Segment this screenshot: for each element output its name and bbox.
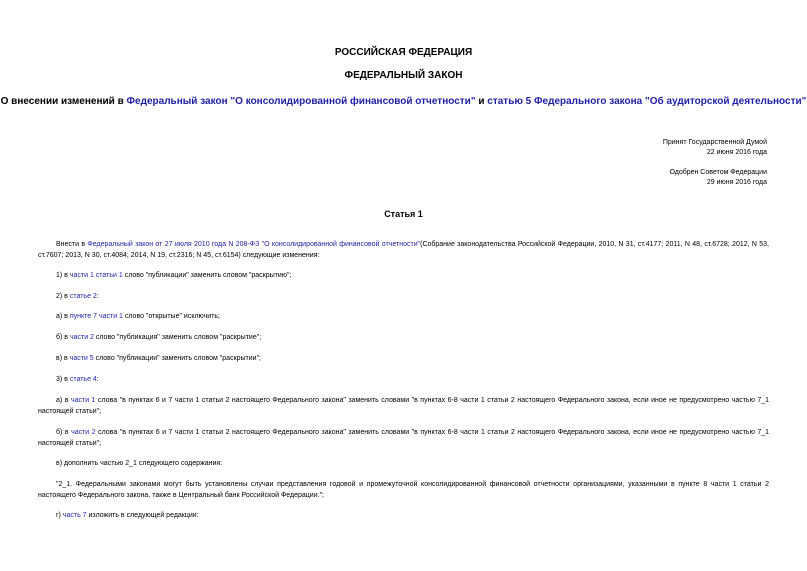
law-title-mid: и [475,96,488,107]
item-2a-link[interactable]: пункте 7 части 1 [69,313,123,320]
item-3b-text-b: слова "в пунктах 6 и 7 части 1 статьи 2 настоящего Федерального закона" заменить словами "в пунктах 6-8 части 1 статьи 2 настоящего Федерального закона, если иное не предусмотрено частью 7_1 настоящей статьи"; [38,429,770,447]
article-title: Статья 1 [384,209,423,219]
item-3-text-b: : [96,376,99,383]
item-3d-text-b: изложить в следующей редакции: [86,512,199,519]
item-2a-text-a: а) в [56,313,70,320]
item-2a-text-b: слово "открытые" исключить; [122,313,220,320]
item-3d-text-a: г) [56,512,63,519]
intro-paragraph [38,239,769,261]
item-3c-quote: "2_1. Федеральными законами могут быть установлены случаи представления годовой и промежуточной консолидированной финансовой отчетности организациями, указанными в пункте 8 части 1 статьи 2 настоящего Федерального закона, также в Центральный банк Российской Федерации."; [38,481,769,499]
item-2b-link[interactable]: части 2 [69,334,94,341]
item-3d [38,510,769,521]
item-3b-text-a: б) в [56,429,72,436]
item-1-text-b: слово "публикации" заменить словом "раскрытию"; [122,272,292,279]
law-title-link-2[interactable]: статью 5 Федерального закона "Об аудиторской деятельности" [487,96,807,107]
item-1-link[interactable]: части 1 статьи 1 [69,272,123,279]
country-heading: РОССИЙСКАЯ ФЕДЕРАЦИЯ [334,47,473,58]
council-line: Одобрен Советом Федерации [669,169,767,176]
item-2b [38,332,769,343]
law-title-prefix: О внесении изменений в [0,96,127,107]
council-approval [669,168,767,188]
item-2-text-b: : [96,293,99,300]
duma-adoption [663,138,767,158]
item-2b-text-b: слово "публикация" заменить словом "раскрытие"; [93,334,262,341]
item-2-text-a: 2) в [56,293,70,300]
item-2-link[interactable]: статье 2 [69,293,97,300]
duma-line: Принят Государственной Думой [662,139,767,146]
doc-type-heading: ФЕДЕРАЛЬНЫЙ ЗАКОН [344,70,463,81]
law-title [0,96,807,107]
intro-text-2: (Собрание законодательства Российской Федерации, 2010, N 31, ст.4177; 2011, N 48, ст.6728; 2012, N 53, ст.7607; 2013, N 30, ст.4084; 2014, N 19, ст.2316; N 45, ст.6154) следующие изменения: [38,241,770,259]
item-2c-text-a: в) в [56,355,70,362]
item-1 [38,270,769,281]
item-1-text-a: 1) в [56,272,70,279]
duma-date: 22 июня 2016 года [706,149,767,156]
item-3a [38,395,769,417]
item-3b [38,427,769,449]
item-2a [38,311,769,322]
item-3a-text-a: а) в [56,397,71,404]
item-3c: в) дополнить частью 2_1 следующего содержания: [56,460,223,467]
intro-link[interactable]: Федеральный закон от 27 июля 2010 года N 208-ФЗ "О консолидированной финансовой отчетности" [87,241,421,248]
item-3a-text-b: слова "в пунктах 6 и 7 части 1 статьи 2 настоящего Федерального закона" заменить словами "в пунктах 6-8 части 1 статьи 2 настоящего Федерального закона, если иное не предусмотрено частью 7_1 настоящей статьи"; [38,397,769,415]
item-3 [38,374,769,385]
item-2 [38,291,769,302]
item-2c-text-b: слово "публикации" заменить словом "раскрытии"; [93,355,262,362]
item-3a-link[interactable]: части 1 [70,397,96,404]
item-3-text-a: 3) в [56,376,70,383]
law-title-link-1[interactable]: Федеральный закон "О консолидированной финансовой отчетности" [126,96,476,107]
council-date: 29 июня 2016 года [706,179,767,186]
item-3-link[interactable]: статье 4 [69,376,97,383]
intro-text-1: Внести в [56,241,88,248]
item-3d-link[interactable]: часть 7 [62,512,87,519]
item-2b-text-a: б) в [56,334,70,341]
item-3b-link[interactable]: части 2 [71,429,96,436]
item-2c [38,353,769,364]
item-2c-link[interactable]: части 5 [69,355,94,362]
